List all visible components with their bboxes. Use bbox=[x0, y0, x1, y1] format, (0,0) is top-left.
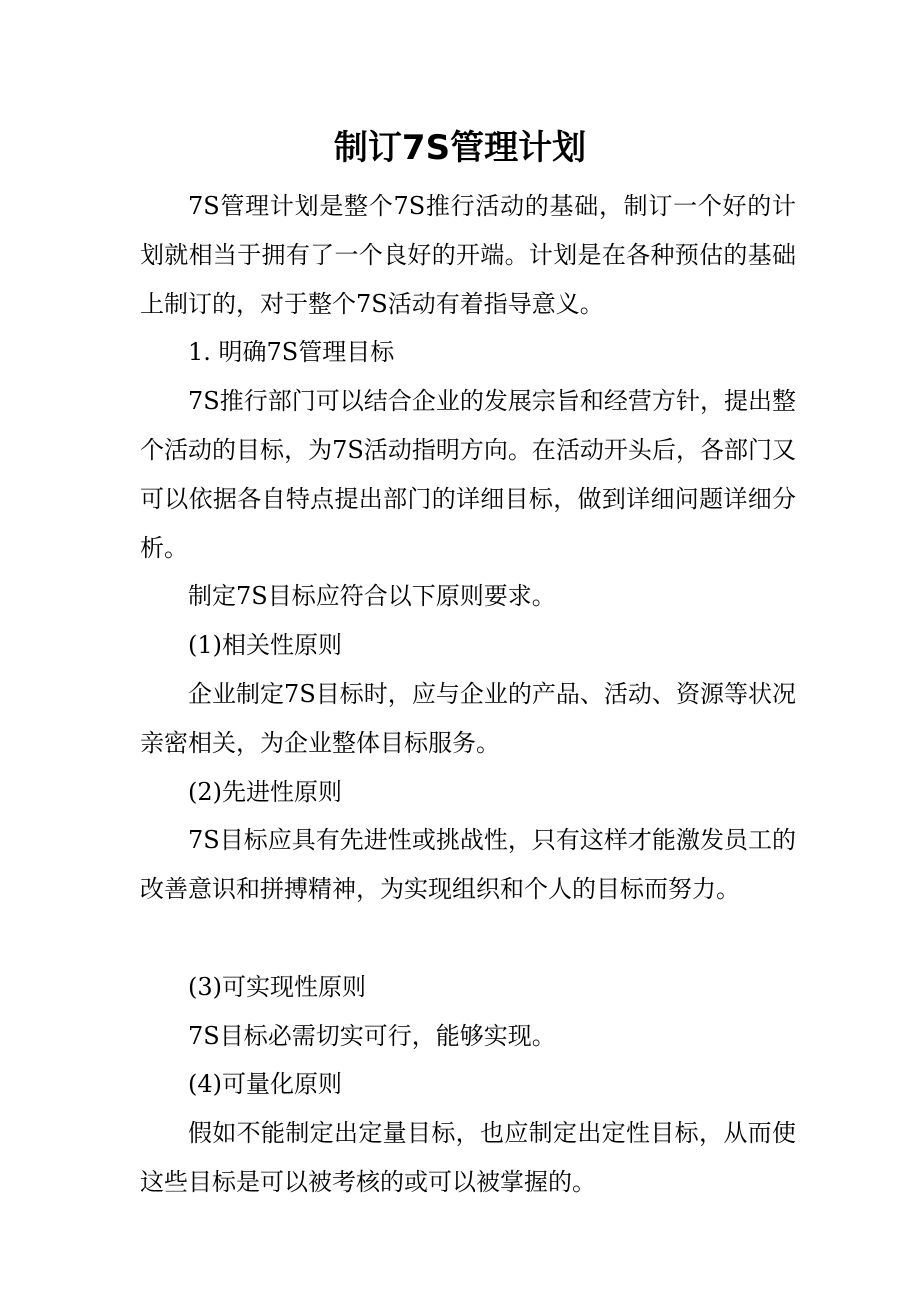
document-title: 制订7S管理计划 bbox=[333, 128, 587, 168]
paragraph-intro: 7S管理计划是整个7S推行活动的基础，制订一个好的计划就相当于拥有了一个良好的开端。计划是在各种预估的基础上制订的，对于整个7S活动有着指导意义。 bbox=[140, 192, 796, 318]
paragraph-quantifiable: 假如不能制定出定量目标，也应制定出定性目标，从而使这些目标是可以被考核的或可以被掌握的。 bbox=[140, 1119, 796, 1196]
paragraph-relevance: 企业制定7S目标时，应与企业的产品、活动、资源等状况亲密相关，为企业整体目标服务。 bbox=[140, 679, 796, 757]
principle-heading-relevance: (1)相关性原则 bbox=[188, 631, 342, 660]
paragraph-advanced: 7S目标应具有先进性或挑战性，只有这样才能激发员工的改善意识和拼搏精神，为实现组织和个人的目标而努力。 bbox=[140, 826, 796, 904]
section-heading-1: 1. 明确7S管理目标 bbox=[188, 338, 395, 367]
paragraph-goals: 7S推行部门可以结合企业的发展宗旨和经营方针，提出整个活动的目标，为7S活动指明方向。在活动开头后，各部门又可以依据各自特点提出部门的详细目标，做到详细问题详细分析。 bbox=[140, 387, 796, 562]
principle-heading-quantifiable: (4)可量化原则 bbox=[188, 1070, 342, 1099]
principle-heading-feasibility: (3)可实现性原则 bbox=[188, 972, 366, 1001]
paragraph-feasibility: 7S目标必需切实可行，能够实现。 bbox=[188, 1021, 556, 1050]
document-body bbox=[140, 182, 796, 1207]
principle-heading-advanced: (2)先进性原则 bbox=[188, 777, 342, 806]
paragraph-principles-intro: 制定7S目标应符合以下原则要求。 bbox=[188, 582, 556, 611]
